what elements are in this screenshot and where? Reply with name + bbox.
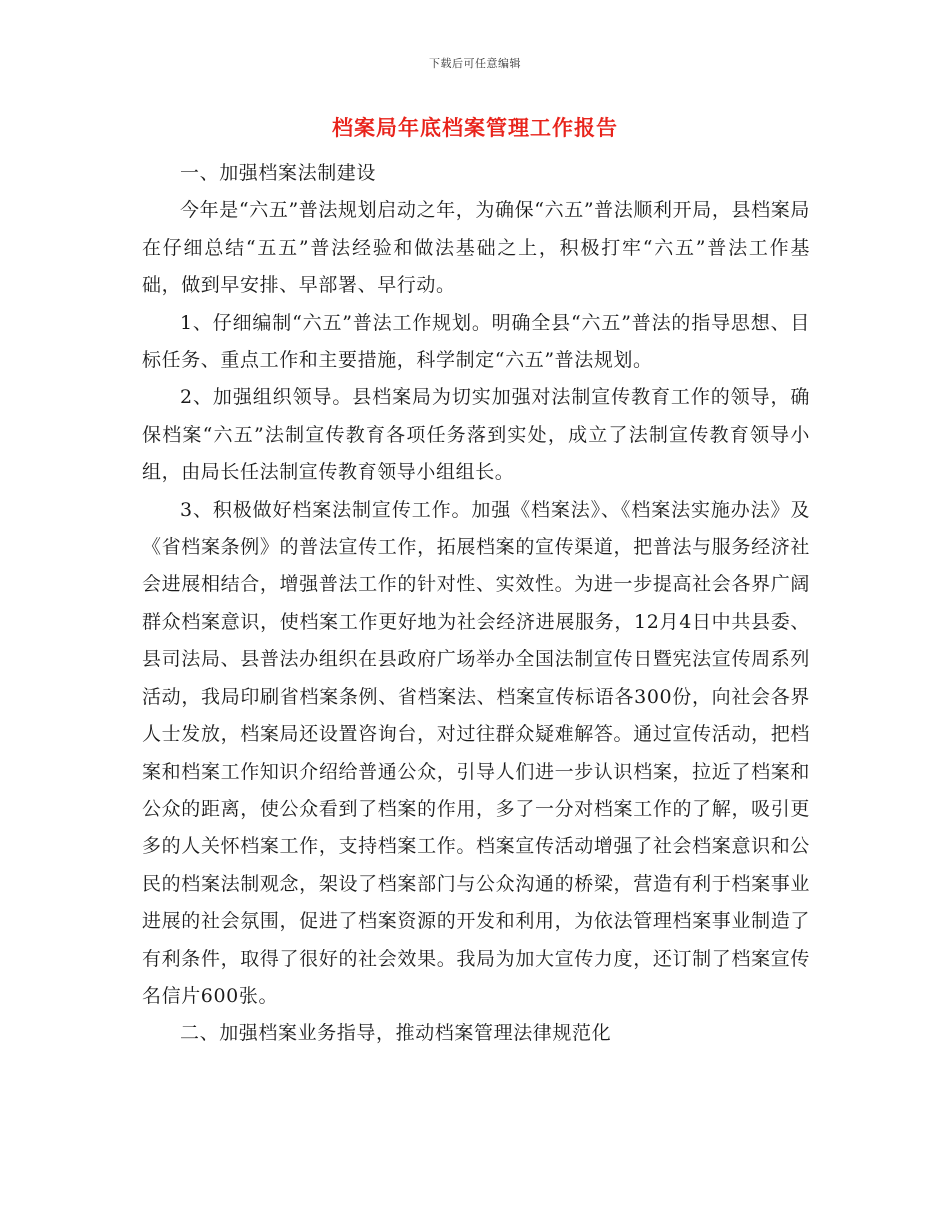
paragraph-item-2: 2、加强组织领导。县档案局为切实加强对法制宣传教育工作的领导，确保档案“六五”法制宣传教育各项任务落到实处，成立了法制宣传教育领导小组，由局长任法制宣传教育领导小组组长。 <box>142 386 810 484</box>
section-heading-1: 一、加强档案法制建设 <box>180 162 377 184</box>
paragraph-intro: 今年是“六五”普法规划启动之年，为确保“六五”普法顺利开局，县档案局在仔细总结“五五”普法经验和做法基础之上，积极打牢“六五”普法工作基础，做到早安排、早部署、早行动。 <box>142 199 810 297</box>
paragraph-item-3: 3、积极做好档案法制宣传工作。加强《档案法》、《档案法实施办法》及《省档案条例》的普法宣传工作，拓展档案的宣传渠道，把普法与服务经济社会进展相结合，增强普法工作的针对性、实效性。为进一步提高社会各界广阔群众档案意识，使档案工作更好地为社会经济进展服务，12月4日中共县委、县司法局、县普法办组织在县政府广场举办全国法制宣传日暨宪法宣传周系列活动，我局印刷省档案条例、省档案法、档案宣传标语各300份，向社会各界人士发放，档案局还设置咨询台，对过往群众疑难解答。通过宣传活动，把档案和档案工作知识介绍给普通公众，引导人们进一步认识档案，拉近了档案和公众的距离，使公众看到了档案的作用，多了一分对档案工作的了解，吸引更多的人关怀档案工作，支持档案工作。档案宣传活动增强了社会档案意识和公民的档案法制观念，架设了档案部门与公众沟通的桥梁，营造有利于档案事业进展的社会氛围，促进了档案资源的开发和利用，为依法管理档案事业制造了有利条件，取得了很好的社会效果。我局为加大宣传力度，还订制了档案宣传名信片600张。 <box>142 498 810 1007</box>
document-title: 档案局年底档案管理工作报告 <box>332 115 618 140</box>
document-body <box>142 155 810 1053</box>
paragraph-item-1: 1、仔细编制“六五”普法工作规划。明确全县“六五”普法的指导思想、目标任务、重点工作和主要措施，科学制定“六五”普法规划。 <box>142 311 810 372</box>
header-note: 下载后可任意编辑 <box>429 57 521 70</box>
section-heading-2: 二、加强档案业务指导，推动档案管理法律规范化 <box>180 1022 612 1045</box>
